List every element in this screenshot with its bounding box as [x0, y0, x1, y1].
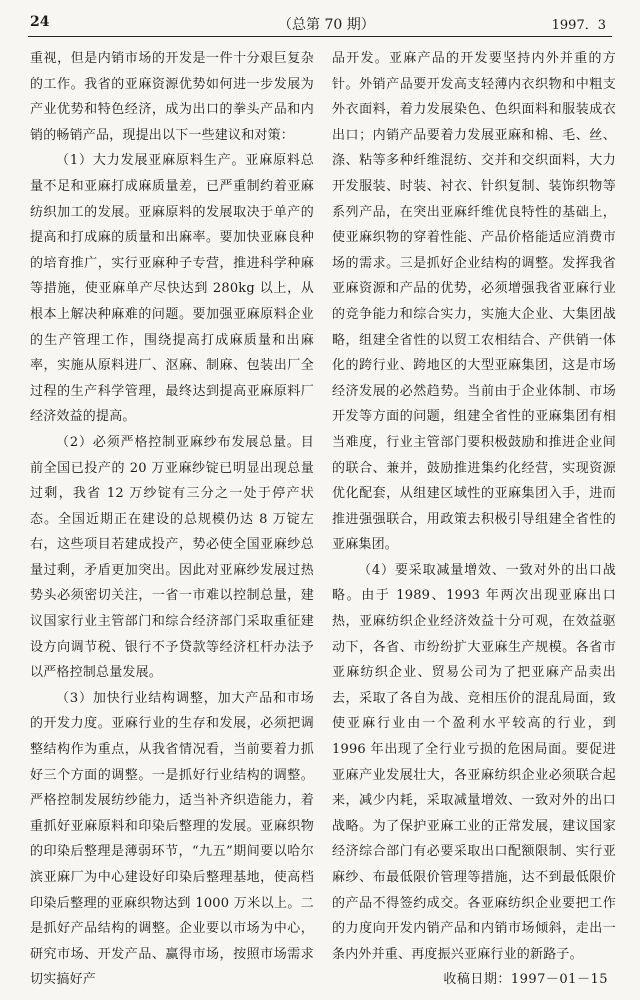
page-header: [0, 0, 640, 40]
paragraph: （2）必须严格控制亚麻纱布发展总量。目前全国已投产的 20 万亚麻纱锭已明显出现总量过剩，我省 12 万纱锭有三分之一处于停产状态。全国近期正在建设的总规模仍达 8 万锭左右，这些项目若建成投产，势必使全国亚麻纱总量过剩，矛盾更加突出。因此对亚麻纱发展过热势头必须密切关注，一省一市难以控制总量，建议国家行业主管部门和综合经济部门采取重征建设方向调节税、银行不予贷款等经济杠杆办法予以严格控制总量发展。: [30, 434, 314, 681]
issue-label: （总第 70 期）: [278, 17, 375, 33]
paragraph: （4）要采取减量增效、一致对外的出口战略。由于 1989、1993 年两次出现亚麻出口热，亚麻纺织企业经济效益十分可观，在效益驱动下，各省、市纷纷扩大亚麻生产规模。各省市亚麻纺织企业、贸易公司为了把亚麻产品卖出去，采取了各自为战、竞相压价的混乱局面，致使亚麻行业由一个盈利水平较高的行业，到 1996 年出现了全行业亏损的危困局面。要促进亚麻产业发展壮大，各亚麻纺织企业必须联合起来，减少内耗，采取减量增效、一致对外的出口战略。为了保护亚麻工业的正常发展，建议国家经济综合部门有必要采取出口配额限制、实行亚麻纱、布最低限价管理等措施，达不到最低限价的产品不得签约成交。各亚麻纺织企业要把工作的力度向开发内销产品和内销市场倾斜，走出一条内外并重、再度振兴亚麻行业的新路子。: [332, 562, 616, 962]
header-rule: [28, 36, 612, 37]
right-column: [332, 46, 616, 967]
issue-date: 1997．3: [551, 18, 606, 33]
page-number: 24: [30, 14, 50, 30]
left-column: [30, 46, 314, 993]
paragraph: （1）大力发展亚麻原料生产。亚麻原料总量不足和亚麻打成麻质量差，已严重制约着亚麻纺织加工的发展。亚麻原料的发展取决于单产的提高和打成麻的质量和出麻率。要加快亚麻良种的培育推广，实行亚麻种子专营，推进科学种麻等措施，使亚麻单产尽快达到 280kg 以上，从根本上解决种麻难的问题。要加强亚麻原料企业的生产管理工作，围绕提高打成麻质量和出麻率，实施从原料进厂、沤麻、制麻、包装出厂全过程的生产科学管理，最终达到提高亚麻原料厂经济效益的提高。: [30, 153, 314, 425]
paragraph: 品开发。亚麻产品的开发要坚持内外并重的方针。外销产品要开发高支轻薄内衣织物和中粗支外衣面料，着力发展染色、色织面料和服装成衣出口；内销产品要着力发展亚麻和棉、毛、丝、涤、粘等多种纤维混纺、交并和交织面料，大力开发服装、时装、衬衣、针织复制、装饰织物等系列产品，在突出亚麻纤维优良特性的基础上，使亚麻织物的穿着性能、产品价格能适应消费市场的需求。三是抓好企业结构的调整。发挥我省亚麻资源和产品的优势，必须增强我省亚麻行业的竞争能力和综合实力，实施大企业、大集团战略，组建全省性的以贸工农相结合、产供销一体化的跨行业、跨地区的大型亚麻集团，这是市场经济发展的必然趋势。当前由于企业体制、市场开发等方面的问题，组建全省性的亚麻集团有相当难度，行业主管部门要积极鼓励和推进企业间的联合、兼并，鼓励推进集约化经营，实现资源优化配套，从组建区域性的亚麻集团入手，进而推进强强联合，用政策去积极引导组建全省性的亚麻集团。: [332, 51, 616, 553]
paragraph: （3）加快行业结构调整，加大产品和市场的开发力度。亚麻行业的生存和发展，必须把调整结构作为重点，从我省情况看，当前要着力抓好三个方面的调整。一是抓好行业结构的调整。严格控制发展纺纱能力，适当补齐织造能力，着重抓好亚麻原料和印染后整理的发展。亚麻织物的印染后整理是薄弱环节，“九五”期间要以哈尔滨亚麻厂为中心建设好印染后整理基地，使高档印染后整理的亚麻织物达到 1000 万米以上。二是抓好产品结构的调整。企业要以市场为中心，研究市场、开发产品、赢得市场，按照市场需求切实搞好产: [30, 690, 314, 988]
paragraph: 重视，但是内销市场的开发是一件十分艰巨复杂的工作。我省的亚麻资源优势如何进一步发展为产业优势和特色经济，成为出口的拳头产品和内销的畅销产品，现提出以下一些建议和对策：: [30, 51, 314, 143]
received-date: 收稿日期：1997－01－15: [443, 972, 608, 987]
